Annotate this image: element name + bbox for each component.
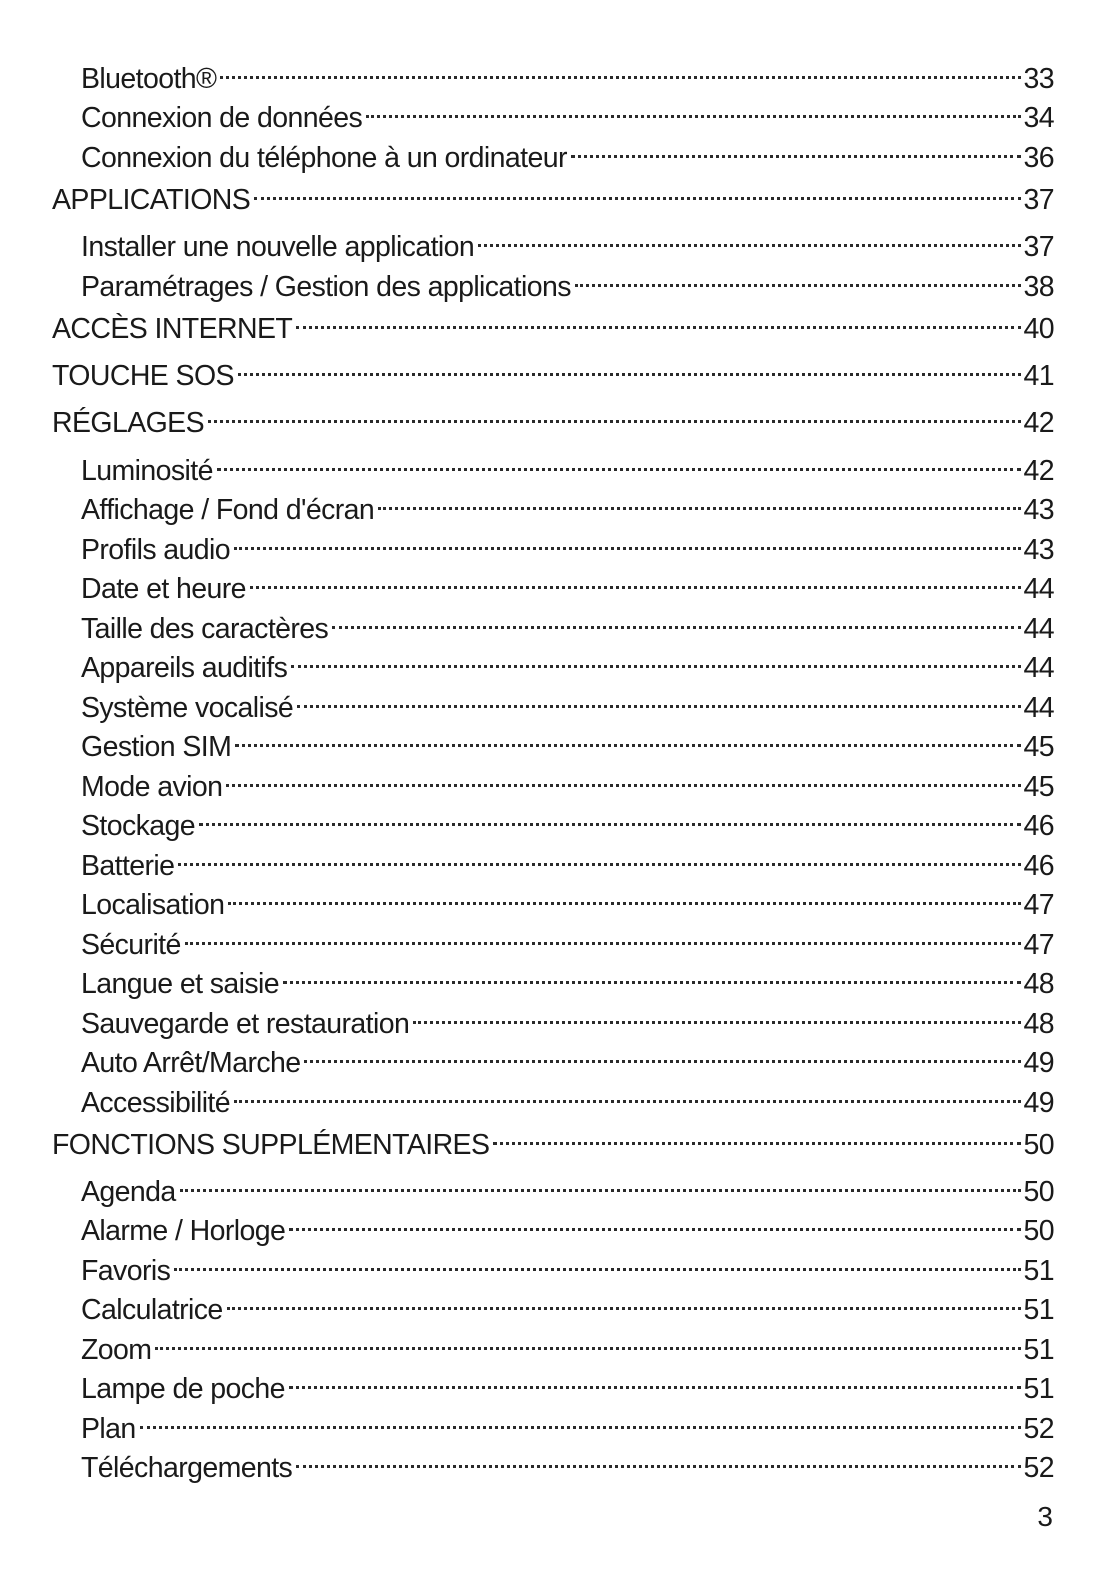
dot-leader: [283, 955, 1022, 993]
toc-entry-label: Gestion SIM: [81, 731, 232, 763]
dot-leader: [140, 1400, 1022, 1438]
toc-entry-page: 46: [1023, 850, 1054, 882]
toc-entry-page: 34: [1023, 102, 1054, 134]
toc-entry-page: 47: [1023, 929, 1054, 961]
toc-entry-label: Plan: [81, 1413, 136, 1445]
toc-entry-page: 48: [1023, 968, 1054, 1000]
dot-leader: [178, 837, 1021, 875]
toc-entry-label: Téléchargements: [81, 1452, 293, 1484]
toc-entry-page: 44: [1023, 613, 1054, 645]
toc-entry: [81, 1202, 1054, 1247]
toc-entry: [81, 218, 1054, 263]
toc-entry-label: Système vocalisé: [81, 692, 294, 724]
toc-entry-page: 38: [1023, 271, 1054, 303]
toc-entry: [81, 718, 1054, 763]
toc-entry-label: Calculatrice: [81, 1294, 223, 1326]
toc-entry: [81, 1321, 1054, 1366]
toc-section-label: ACCÈS INTERNET: [52, 313, 293, 345]
toc-section: [52, 1116, 1054, 1161]
toc-entry-label: Mode avion: [81, 771, 223, 803]
dot-leader: [180, 1163, 1022, 1201]
toc-entry-label: Agenda: [81, 1176, 176, 1208]
page-number: 3: [1037, 1501, 1053, 1532]
toc-entry: [81, 258, 1054, 303]
dot-leader: [226, 758, 1021, 796]
toc-entry-label: Affichage / Fond d'écran: [81, 494, 375, 526]
toc-entry-label: Paramétrages / Gestion des applications: [81, 271, 571, 303]
toc-entry-label: Batterie: [81, 850, 175, 882]
toc-entry-label: Date et heure: [81, 573, 246, 605]
toc-entry-label: Accessibilité: [81, 1087, 231, 1119]
toc-entry-label: Taille des caractères: [81, 613, 329, 645]
dot-leader: [296, 300, 1021, 338]
toc-entry: [81, 1074, 1054, 1119]
toc-entry: [81, 1281, 1054, 1326]
toc-entry: [81, 955, 1054, 1000]
dot-leader: [228, 876, 1021, 914]
toc-entry-label: Stockage: [81, 810, 196, 842]
dot-leader: [227, 1281, 1022, 1319]
toc-entry-label: Lampe de poche: [81, 1373, 285, 1405]
toc-entry-page: 33: [1023, 63, 1054, 95]
dot-leader: [234, 521, 1021, 559]
toc-entry-page: 42: [1023, 455, 1054, 487]
toc-entry: [81, 600, 1054, 645]
toc-entry: [81, 1439, 1054, 1484]
toc-entry-page: 44: [1023, 573, 1054, 605]
toc-section: [52, 171, 1054, 216]
toc-entry: [81, 1034, 1054, 1079]
dot-leader: [571, 129, 1022, 167]
dot-leader: [174, 1242, 1021, 1280]
toc-entry-page: 51: [1023, 1294, 1054, 1326]
toc-entry-page: 43: [1023, 534, 1054, 566]
dot-leader: [220, 50, 1021, 88]
toc-entry-label: Installer une nouvelle application: [81, 231, 475, 263]
toc-entry-page: 49: [1023, 1087, 1054, 1119]
toc-section-label: RÉGLAGES: [52, 407, 205, 439]
toc-entry-label: Connexion de données: [81, 102, 363, 134]
toc-section: [52, 300, 1054, 345]
toc-entry-page: 48: [1023, 1008, 1054, 1040]
dot-leader: [235, 718, 1021, 756]
dot-leader: [378, 481, 1021, 519]
toc-entry: [81, 89, 1054, 134]
toc-section-label: FONCTIONS SUPPLÉMENTAIRES: [52, 1129, 490, 1161]
toc-section-page: 42: [1023, 407, 1054, 439]
dot-leader: [185, 916, 1022, 954]
toc-entry: [81, 129, 1054, 174]
toc-entry: [81, 916, 1054, 961]
dot-leader: [254, 171, 1021, 209]
toc-entry: [81, 442, 1054, 487]
toc-entry-label: Profils audio: [81, 534, 231, 566]
toc-entry: [81, 1400, 1054, 1445]
toc-entry: [81, 876, 1054, 921]
toc-entry-label: Auto Arrêt/Marche: [81, 1047, 301, 1079]
toc-section: [52, 394, 1054, 439]
toc-entry: [81, 1242, 1054, 1287]
toc-entry: [81, 679, 1054, 724]
dot-leader: [250, 560, 1022, 598]
toc-entry-page: 37: [1023, 231, 1054, 263]
toc-entry-page: 50: [1023, 1215, 1054, 1247]
toc-entry-label: Sécurité: [81, 929, 181, 961]
toc-entry-page: 44: [1023, 652, 1054, 684]
toc-entry: [81, 521, 1054, 566]
toc-entry-page: 45: [1023, 771, 1054, 803]
dot-leader: [234, 1074, 1021, 1112]
toc-entry-page: 43: [1023, 494, 1054, 526]
toc-entry-page: 51: [1023, 1373, 1054, 1405]
toc-entry: [81, 797, 1054, 842]
toc-entry-page: 45: [1023, 731, 1054, 763]
toc-entry: [81, 560, 1054, 605]
dot-leader: [238, 347, 1022, 385]
toc-entry-page: 49: [1023, 1047, 1054, 1079]
toc-entry-page: 52: [1023, 1413, 1054, 1445]
toc-entry: [81, 1163, 1054, 1208]
toc-entry-label: Langue et saisie: [81, 968, 279, 1000]
toc-entry-label: Connexion du téléphone à un ordinateur: [81, 142, 567, 174]
toc-entry: [81, 758, 1054, 803]
toc-entry: [81, 995, 1054, 1040]
toc-entry-page: 50: [1023, 1176, 1054, 1208]
toc-entry: [81, 50, 1054, 95]
toc-entry-page: 46: [1023, 810, 1054, 842]
toc-entry: [81, 481, 1054, 526]
toc-section-label: TOUCHE SOS: [52, 360, 234, 392]
toc-entry-page: 44: [1023, 692, 1054, 724]
dot-leader: [289, 1360, 1022, 1398]
toc-entry-page: 51: [1023, 1255, 1054, 1287]
toc-entry-label: Zoom: [81, 1334, 152, 1366]
toc-entry: [81, 1360, 1054, 1405]
toc-entry-label: Bluetooth®: [81, 63, 217, 95]
dot-leader: [199, 797, 1021, 835]
toc-entry: [81, 837, 1054, 882]
dot-leader: [413, 995, 1021, 1033]
dot-leader: [297, 679, 1021, 717]
toc-section-page: 40: [1023, 313, 1054, 345]
toc-entry-page: 47: [1023, 889, 1054, 921]
dot-leader: [332, 600, 1021, 638]
toc-section-page: 50: [1023, 1129, 1054, 1161]
toc-entry-page: 36: [1023, 142, 1054, 174]
toc-entry-label: Luminosité: [81, 455, 213, 487]
toc-entry-label: Localisation: [81, 889, 225, 921]
dot-leader: [575, 258, 1022, 296]
dot-leader: [208, 394, 1021, 432]
dot-leader: [217, 442, 1022, 480]
dot-leader: [155, 1321, 1021, 1359]
dot-leader: [304, 1034, 1021, 1072]
toc-entry-label: Alarme / Horloge: [81, 1215, 286, 1247]
dot-leader: [493, 1116, 1021, 1154]
toc-section-page: 41: [1023, 360, 1054, 392]
toc-entry-page: 52: [1023, 1452, 1054, 1484]
dot-leader: [366, 89, 1021, 127]
toc-entry-label: Favoris: [81, 1255, 171, 1287]
toc-section: [52, 347, 1054, 392]
dot-leader: [289, 1202, 1021, 1240]
toc-entry-label: Appareils auditifs: [81, 652, 288, 684]
toc-entry-page: 51: [1023, 1334, 1054, 1366]
dot-leader: [478, 218, 1021, 256]
toc-entry-label: Sauvegarde et restauration: [81, 1008, 410, 1040]
toc-section-page: 37: [1023, 184, 1054, 216]
dot-leader: [291, 639, 1021, 677]
dot-leader: [296, 1439, 1021, 1477]
toc-section-label: APPLICATIONS: [52, 184, 251, 216]
toc-entry: [81, 639, 1054, 684]
